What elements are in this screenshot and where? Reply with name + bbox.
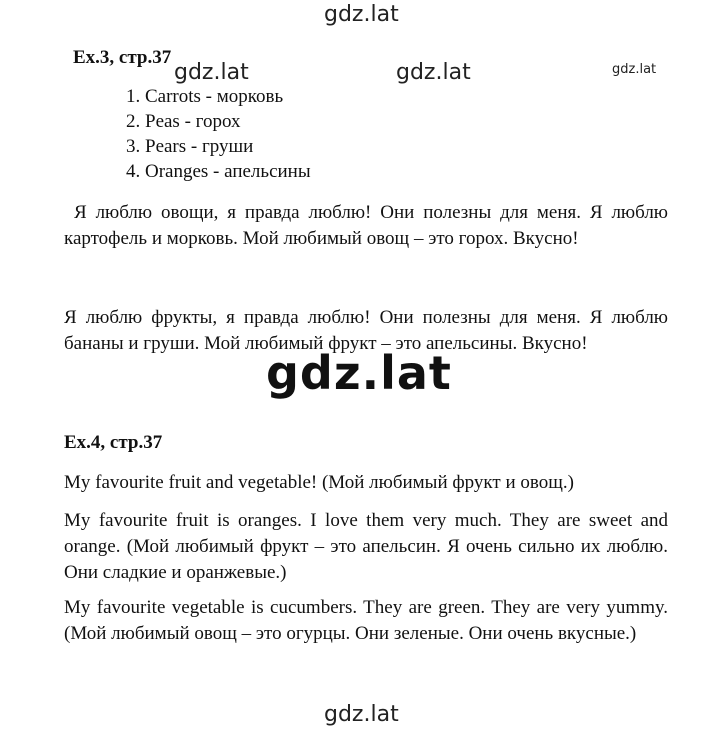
exercise-4-title-line: My favourite fruit and vegetable! (Мой любимый фрукт и овощ.): [64, 472, 574, 493]
exercise-3-heading: Ex.3, стр.37: [73, 47, 172, 68]
list-item: 1. Carrots - морковь: [126, 86, 284, 107]
list-item: 4. Oranges - апельсины: [126, 161, 311, 182]
watermark-bottom: gdz.lat: [324, 702, 399, 727]
watermark-top: gdz.lat: [324, 2, 399, 27]
favourite-fruit-paragraph: My favourite fruit is oranges. I love them very much. They are sweet and orange. (Мой любимый фрукт – это апельсин. Я очень сильно их люблю. Они сладкие и оранжевые.): [64, 510, 668, 583]
list-item: 2. Peas - горох: [126, 111, 241, 132]
vegetables-paragraph: Я люблю овощи, я правда люблю! Они полезны для меня. Я люблю картофель и морковь. Мой любимый овощ – это горох. Вкусно!: [64, 202, 668, 249]
favourite-vegetable-paragraph: My favourite vegetable is cucumbers. They are green. They are very yummy. (Мой любимый овощ – это огурцы. Они зеленые. Они очень вкусные.): [64, 597, 668, 644]
vocabulary-list: [126, 84, 311, 184]
exercise-4-heading: Ex.4, стр.37: [64, 432, 163, 453]
watermark-large: gdz.lat: [266, 346, 452, 400]
watermark-row-middle: gdz.lat: [396, 60, 471, 85]
watermark-row-right: gdz.lat: [612, 62, 657, 77]
watermark-row-left: gdz.lat: [174, 60, 249, 85]
fruits-paragraph: Я люблю фрукты, я правда люблю! Они полезны для меня. Я люблю бананы и груши. Мой любимый фрукт – это апельсины. Вкусно!: [64, 307, 668, 354]
list-item: 3. Pears - груши: [126, 136, 254, 157]
